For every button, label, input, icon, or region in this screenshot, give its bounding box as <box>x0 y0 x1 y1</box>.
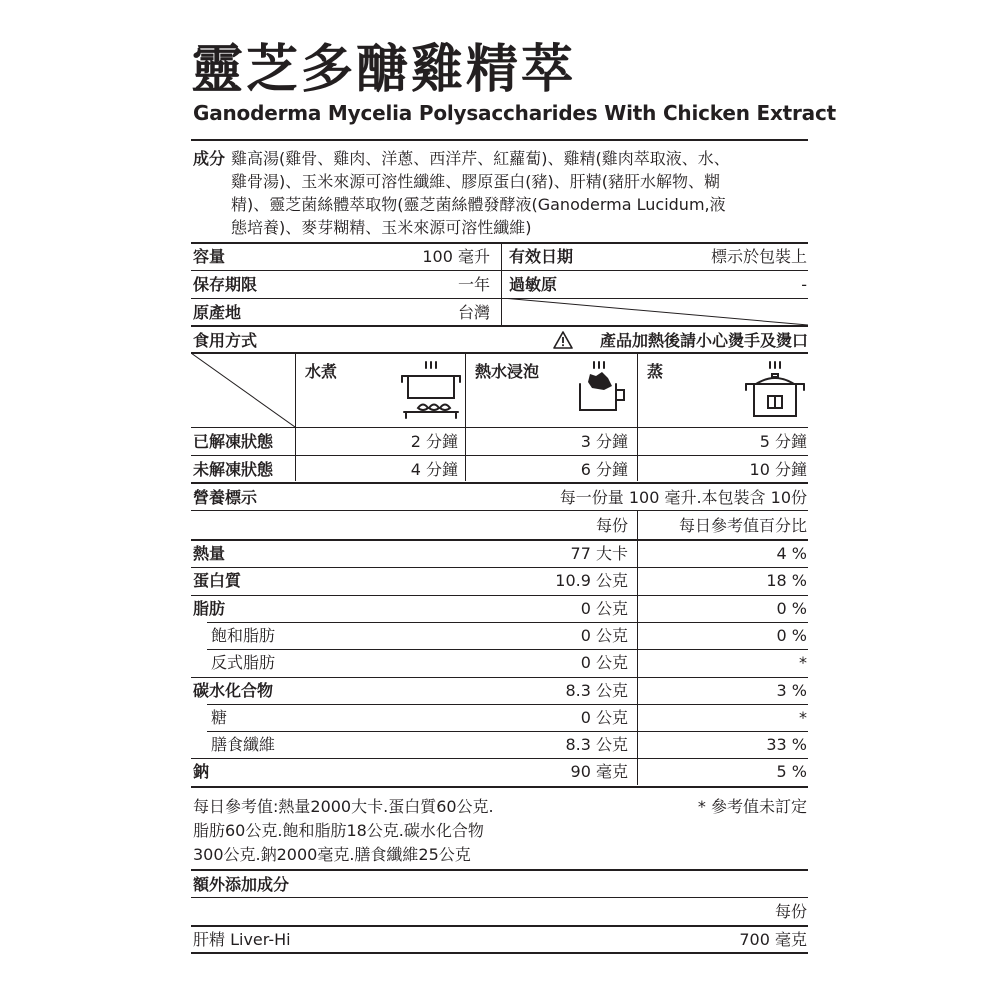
nutrient-daily-pct: * <box>799 708 807 727</box>
thawed-boil-time: 2 分鐘 <box>410 432 458 451</box>
divider <box>191 242 808 244</box>
product-subtitle: Ganoderma Mycelia Polysaccharides With Chicken Extract <box>193 101 836 125</box>
allergen-value: - <box>801 275 807 294</box>
divider <box>191 758 808 759</box>
ingredients-line: 精)、靈芝菌絲體萃取物(靈芝菌絲體發酵液(Ganoderma Lucidum,液 <box>231 195 726 214</box>
footnote-line: 300公克.鈉2000毫克.膳食纖維25公克 <box>193 845 471 864</box>
divider <box>191 786 808 788</box>
pot-icon <box>398 360 464 428</box>
divider <box>191 455 808 456</box>
nutrient-daily-pct: 3 % <box>776 681 807 700</box>
expiry-label: 有效日期 <box>509 247 574 266</box>
divider <box>191 869 808 871</box>
frozen-steam-time: 10 分鐘 <box>749 460 807 479</box>
ingredients-label: 成分 <box>193 149 226 168</box>
extra-label: 額外添加成分 <box>193 875 290 894</box>
divider <box>191 270 808 271</box>
serving-info: 每一份量 100 毫升.本包裝含 10份 <box>559 488 807 507</box>
diagonal-slash <box>502 298 809 326</box>
soak-icon <box>574 360 634 428</box>
divider <box>191 539 808 541</box>
nutrient-daily-pct: 18 % <box>766 571 807 590</box>
nutrient-name: 碳水化合物 <box>193 681 274 700</box>
nutrient-name: 蛋白質 <box>193 571 242 590</box>
divider <box>207 704 808 705</box>
nutrient-daily-pct: 0 % <box>776 626 807 645</box>
nutrient-daily-pct: 33 % <box>766 735 807 754</box>
col-daily-value: 每日參考值百分比 <box>678 516 807 535</box>
expiry-value: 標示於包裝上 <box>710 247 807 266</box>
thawed-steam-time: 5 分鐘 <box>759 432 807 451</box>
divider <box>191 482 808 484</box>
usage-label: 食用方式 <box>193 331 258 350</box>
steamer-icon <box>742 360 808 428</box>
divider <box>191 139 808 141</box>
divider <box>191 510 808 511</box>
diagonal-slash <box>191 353 295 427</box>
column-divider <box>295 353 296 481</box>
footnote-line: 脂肪60公克.飽和脂肪18公克.碳水化合物 <box>193 821 484 840</box>
origin-value: 台灣 <box>457 303 490 322</box>
warning-icon <box>553 330 573 354</box>
nutrient-value: 8.3 公克 <box>565 681 628 700</box>
divider <box>191 567 808 568</box>
nutrition-label: 營養標示 <box>193 488 258 507</box>
divider <box>191 925 808 927</box>
ingredients-line: 態培養)、麥芽糊精、玉米來源可溶性纖維) <box>231 218 532 237</box>
nutrient-value: 90 毫克 <box>570 762 628 781</box>
divider <box>191 427 808 428</box>
method-steam-label: 蒸 <box>647 362 664 381</box>
divider <box>207 622 808 623</box>
footnote-star: * 參考值未訂定 <box>697 797 807 816</box>
divider <box>207 731 808 732</box>
divider <box>191 677 808 678</box>
extra-item-value: 700 毫克 <box>739 930 807 949</box>
allergen-label: 過敏原 <box>509 275 558 294</box>
nutrient-value: 0 公克 <box>580 708 628 727</box>
method-boil-label: 水煮 <box>305 362 338 381</box>
divider <box>191 325 808 327</box>
ingredients-line: 雞高湯(雞骨、雞肉、洋蔥、西洋芹、紅蘿蔔)、雞精(雞肉萃取液、水、 <box>231 149 730 168</box>
thawed-soak-time: 3 分鐘 <box>580 432 628 451</box>
nutrient-daily-pct: * <box>799 653 807 672</box>
volume-value: 100 毫升 <box>422 247 490 266</box>
nutrient-value: 8.3 公克 <box>565 735 628 754</box>
nutrient-daily-pct: 0 % <box>776 599 807 618</box>
nutrient-value: 0 公克 <box>580 626 628 645</box>
nutrient-name: 熱量 <box>193 544 226 563</box>
shelf-life-label: 保存期限 <box>193 275 258 294</box>
frozen-label: 未解凍狀態 <box>193 460 274 479</box>
nutrient-name: 膳食纖維 <box>211 735 276 754</box>
col-per-serving: 每份 <box>595 516 628 535</box>
nutrient-value: 0 公克 <box>580 599 628 618</box>
product-title: 靈芝多醣雞精萃 <box>191 40 577 100</box>
nutrient-name: 飽和脂肪 <box>211 626 276 645</box>
column-divider <box>637 511 638 785</box>
footnote-line: 每日參考值:熱量2000大卡.蛋白質60公克. <box>193 797 494 816</box>
nutrient-value: 77 大卡 <box>570 544 628 563</box>
ingredients-line: 雞骨湯)、玉米來源可溶性纖維、膠原蛋白(豬)、肝精(豬肝水解物、糊 <box>231 172 720 191</box>
frozen-boil-time: 4 分鐘 <box>410 460 458 479</box>
nutrient-value: 10.9 公克 <box>555 571 628 590</box>
column-divider <box>465 353 466 481</box>
method-soak-label: 熱水浸泡 <box>475 362 540 381</box>
nutrient-name: 脂肪 <box>193 599 226 618</box>
extra-col-header: 每份 <box>774 902 807 921</box>
nutrient-daily-pct: 4 % <box>776 544 807 563</box>
nutrient-daily-pct: 5 % <box>776 762 807 781</box>
origin-label: 原產地 <box>193 303 242 322</box>
volume-label: 容量 <box>193 247 226 266</box>
nutrient-name: 反式脂肪 <box>211 653 276 672</box>
nutrient-value: 0 公克 <box>580 653 628 672</box>
frozen-soak-time: 6 分鐘 <box>580 460 628 479</box>
divider <box>207 649 808 650</box>
thawed-label: 已解凍狀態 <box>193 432 274 451</box>
extra-item-name: 肝精 Liver-Hi <box>193 930 291 949</box>
column-divider <box>637 353 638 481</box>
divider <box>191 952 808 954</box>
divider <box>191 595 808 596</box>
nutrient-name: 糖 <box>211 708 228 727</box>
divider <box>191 897 808 898</box>
shelf-life-value: 一年 <box>457 275 490 294</box>
nutrient-name: 鈉 <box>193 762 210 781</box>
heat-warning: 產品加熱後請小心燙手及燙口 <box>599 331 808 350</box>
